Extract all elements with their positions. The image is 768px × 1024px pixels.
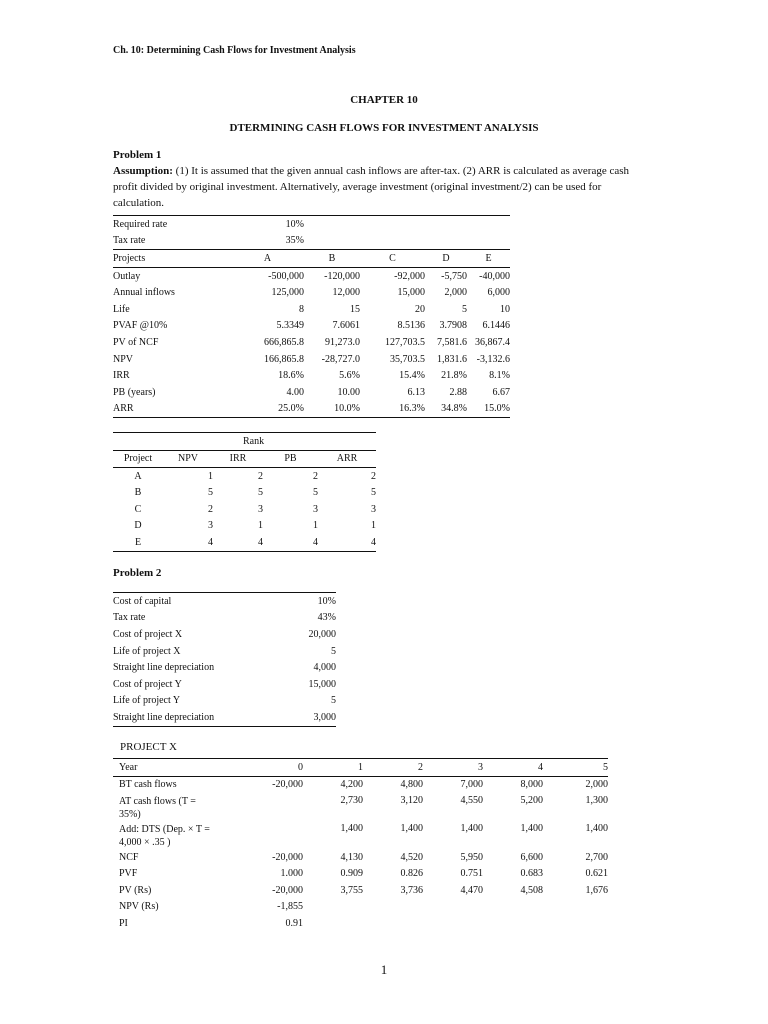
cell: -20,000 <box>272 884 303 896</box>
cell: 15.4% <box>399 370 425 382</box>
problem-2-parameters-table <box>113 592 336 727</box>
rank-project: A <box>134 470 142 482</box>
rank-header: ARR <box>336 453 358 465</box>
cell: 5 <box>371 487 376 499</box>
table-row <box>113 676 336 693</box>
cell: 5 <box>462 303 467 315</box>
cell: 1,300 <box>585 795 608 806</box>
param-label: Life of project X <box>113 645 181 657</box>
project-header: D <box>442 252 450 264</box>
cell: -3,132.6 <box>476 353 510 365</box>
assumption-text: (1) It is assumed that the given annual cash inflows are after-tax. (2) ARR is calculated as average cash profit divided by original investment. Alternatively, average investment (original investment/2) can be used for calculation. <box>113 165 630 209</box>
rank-project: B <box>134 487 142 499</box>
chapter-number: CHAPTER 10 <box>350 94 418 106</box>
cell: 2,000 <box>585 779 608 791</box>
cell: 18.6% <box>278 370 304 382</box>
assumption-label: Assumption: <box>113 165 173 177</box>
table-row <box>113 334 510 351</box>
table-row <box>113 518 376 535</box>
cell: 0.751 <box>460 868 483 880</box>
cell: 4 <box>208 536 213 548</box>
cell: -20,000 <box>272 851 303 863</box>
cell: 0.91 <box>285 917 303 929</box>
cell: 127,703.5 <box>385 336 425 348</box>
table-row <box>113 643 336 660</box>
chapter-title: DTERMINING CASH FLOWS FOR INVESTMENT ANALYSIS <box>229 122 539 134</box>
cell: 16.3% <box>399 403 425 415</box>
running-head: Ch. 10: Determining Cash Flows for Investment Analysis <box>113 45 356 56</box>
year-header: 3 <box>478 761 483 773</box>
cell: 5 <box>258 487 263 499</box>
cell: 4 <box>313 536 318 548</box>
cell: -40,000 <box>479 270 510 282</box>
rank-header-row <box>113 450 376 468</box>
projects-header-row <box>113 250 510 268</box>
tax-rate-value: 35% <box>285 235 304 247</box>
page-number: 1 <box>380 962 388 977</box>
year-header: 2 <box>418 761 423 773</box>
cell: 15 <box>350 303 360 315</box>
row-label: Add: DTS (Dep. × T = 4,000 × .35 ) <box>119 824 210 848</box>
rank-project: C <box>134 503 142 515</box>
year-header: 1 <box>358 761 363 773</box>
cell: -1,855 <box>277 901 303 913</box>
rank-title-row <box>113 433 376 451</box>
cell: 5,200 <box>520 795 543 806</box>
cell: 1,676 <box>585 884 608 896</box>
param-label: Cost of project X <box>113 628 183 640</box>
cell: 2,730 <box>340 795 363 806</box>
project-x-table <box>113 758 608 932</box>
cell: -5,750 <box>441 270 467 282</box>
project-header: B <box>328 252 336 264</box>
table-row <box>113 401 510 418</box>
table-row <box>113 821 608 849</box>
row-label: Annual inflows <box>113 287 175 299</box>
cell <box>218 821 303 849</box>
param-value: 4,000 <box>313 662 336 674</box>
cell: 1,831.6 <box>437 353 467 365</box>
cell: 10 <box>500 303 510 315</box>
row-label: Outlay <box>113 270 141 282</box>
cell: 1 <box>258 520 263 532</box>
cell: 3 <box>208 520 213 532</box>
cell: 1,400 <box>585 823 608 834</box>
param-label: Straight line depreciation <box>113 662 215 674</box>
cell: 10.0% <box>334 403 360 415</box>
rank-project: E <box>134 536 142 548</box>
cell: 1 <box>313 520 318 532</box>
table-row <box>113 882 608 899</box>
table-row <box>113 384 510 401</box>
tax-rate-label: Tax rate <box>113 235 146 247</box>
param-value: 5 <box>331 645 336 657</box>
tax-rate-row <box>113 233 510 250</box>
cell: 1,400 <box>400 823 423 834</box>
table-row <box>113 318 510 335</box>
param-label: Tax rate <box>113 612 146 624</box>
required-rate-value: 10% <box>285 218 304 230</box>
cell: 15.0% <box>484 403 510 415</box>
rank-header: NPV <box>177 453 198 465</box>
table-row <box>113 709 336 726</box>
cell: 8 <box>299 303 304 315</box>
table-row <box>113 468 376 485</box>
param-value: 10% <box>317 595 336 607</box>
row-label: Life <box>113 303 130 315</box>
table-row <box>113 659 336 676</box>
cell: 4.00 <box>286 386 304 398</box>
cell: 0.826 <box>400 868 423 880</box>
cell: 4,508 <box>520 884 543 896</box>
row-label: AT cash flows (T = 35%) <box>119 796 196 820</box>
assumption-paragraph <box>113 163 653 211</box>
cell: 25.0% <box>278 403 304 415</box>
cell: -120,000 <box>324 270 360 282</box>
required-rate-row <box>113 216 510 233</box>
cell: -92,000 <box>394 270 425 282</box>
year-header: 4 <box>538 761 543 773</box>
cell: 166,865.8 <box>264 353 304 365</box>
cell: 6,600 <box>520 851 543 863</box>
rank-title: Rank <box>243 435 265 447</box>
year-label: Year <box>119 761 138 773</box>
cell: 8,000 <box>520 779 543 791</box>
cell: 5 <box>313 487 318 499</box>
table-row <box>113 534 376 551</box>
rank-header: IRR <box>229 453 247 465</box>
table-row <box>113 351 510 368</box>
param-label: Straight line depreciation <box>113 711 215 723</box>
table-row <box>113 301 510 318</box>
rank-table <box>113 432 376 552</box>
row-label: PVAF @10% <box>113 320 168 332</box>
cell: 4,520 <box>400 851 423 863</box>
year-header: 5 <box>603 761 608 773</box>
row-label: BT cash flows <box>119 779 177 791</box>
row-label: IRR <box>113 370 130 382</box>
cell: 2 <box>313 470 318 482</box>
table-row <box>113 849 608 866</box>
cell: 36,867.4 <box>475 336 510 348</box>
cell: 4,130 <box>340 851 363 863</box>
cell: 5.3349 <box>276 320 304 332</box>
problem-2-heading: Problem 2 <box>113 567 162 579</box>
cell: 4 <box>371 536 376 548</box>
cell: 5.6% <box>339 370 360 382</box>
cell: 2 <box>371 470 376 482</box>
param-value: 15,000 <box>308 678 336 690</box>
cell: 5 <box>208 487 213 499</box>
problem-1-table <box>113 215 510 418</box>
row-label: PVF <box>119 868 138 880</box>
table-row <box>113 284 510 301</box>
table-row <box>113 915 608 932</box>
row-label: NCF <box>119 851 139 863</box>
cell: -20,000 <box>272 779 303 791</box>
cell: 4,470 <box>460 884 483 896</box>
param-label: Cost of project Y <box>113 678 182 690</box>
project-header: C <box>389 252 396 264</box>
cell: 34.8% <box>441 403 467 415</box>
param-label: Life of project Y <box>113 695 181 707</box>
rank-header: PB <box>284 453 297 465</box>
problem-1-heading: Problem 1 <box>113 149 162 161</box>
project-x-label: PROJECT X <box>120 741 177 753</box>
year-header: 0 <box>298 761 303 773</box>
cell: 2,000 <box>444 287 467 299</box>
cell: 666,865.8 <box>264 336 304 348</box>
cell: 7,581.6 <box>437 336 467 348</box>
cell: 8.5136 <box>397 320 425 332</box>
table-row <box>113 501 376 518</box>
param-value: 43% <box>317 612 336 624</box>
cell: 1.000 <box>280 868 303 880</box>
row-label: ARR <box>113 403 134 415</box>
cell: 3.7908 <box>439 320 467 332</box>
row-label: PI <box>119 917 128 929</box>
table-row <box>113 485 376 502</box>
table-row <box>113 899 608 916</box>
cell: 2.88 <box>449 386 467 398</box>
table-row <box>113 267 510 284</box>
year-header-row <box>113 759 608 777</box>
cell: 4,550 <box>460 795 483 806</box>
cell: 2,700 <box>585 851 608 863</box>
project-header: A <box>263 252 272 264</box>
cell: 4,200 <box>340 779 363 791</box>
projects-label: Projects <box>113 252 146 264</box>
cell: -28,727.0 <box>321 353 360 365</box>
param-value: 5 <box>331 695 336 707</box>
row-label: PB (years) <box>113 386 156 398</box>
cell: 1,400 <box>340 823 363 834</box>
cell: 10.00 <box>337 386 360 398</box>
table-row <box>113 626 336 643</box>
cell: 1 <box>208 470 213 482</box>
cell: 1 <box>371 520 376 532</box>
rank-project: D <box>134 520 142 532</box>
cell: 35,703.5 <box>390 353 425 365</box>
cell: 3 <box>371 503 376 515</box>
row-label: PV of NCF <box>113 336 159 348</box>
param-value: 3,000 <box>313 711 336 723</box>
cell: 6.67 <box>492 386 510 398</box>
cell: 1,400 <box>520 823 543 834</box>
cell: 3,755 <box>340 884 363 896</box>
cell: 3,120 <box>400 795 423 806</box>
cell: 4 <box>258 536 263 548</box>
cell: 3 <box>313 503 318 515</box>
cell <box>218 793 303 821</box>
cell: 7.6061 <box>332 320 360 332</box>
required-rate-label: Required rate <box>113 218 168 230</box>
cell: 1,400 <box>460 823 483 834</box>
cell: 125,000 <box>271 287 304 299</box>
row-label: PV (Rs) <box>119 884 152 896</box>
row-label: NPV (Rs) <box>119 901 159 913</box>
table-row <box>113 693 336 710</box>
cell: 5,950 <box>460 851 483 863</box>
cell: 6.13 <box>407 386 425 398</box>
cell: 7,000 <box>460 779 483 791</box>
cell: 8.1% <box>489 370 510 382</box>
cell: 2 <box>208 503 213 515</box>
cell: 2 <box>258 470 263 482</box>
cell: 12,000 <box>332 287 360 299</box>
table-row <box>113 866 608 883</box>
param-value: 20,000 <box>308 628 336 640</box>
table-row <box>113 367 510 384</box>
table-row <box>113 610 336 627</box>
cell: 4,800 <box>400 779 423 791</box>
cell: -500,000 <box>268 270 304 282</box>
cell: 6,000 <box>487 287 510 299</box>
cell: 0.621 <box>585 868 608 880</box>
cell: 6.1446 <box>482 320 510 332</box>
cell: 21.8% <box>441 370 467 382</box>
table-row <box>113 776 608 793</box>
table-row <box>113 593 336 610</box>
param-label: Cost of capital <box>113 595 172 607</box>
cell: 3 <box>258 503 263 515</box>
cell: 20 <box>415 303 425 315</box>
cell: 15,000 <box>397 287 425 299</box>
project-header: E <box>485 252 492 264</box>
row-label: NPV <box>113 353 134 365</box>
cell: 3,736 <box>400 884 423 896</box>
table-row <box>113 793 608 821</box>
cell: 0.909 <box>340 868 363 880</box>
rank-header: Project <box>123 453 153 465</box>
cell: 91,273.0 <box>325 336 360 348</box>
cell: 0.683 <box>520 868 543 880</box>
